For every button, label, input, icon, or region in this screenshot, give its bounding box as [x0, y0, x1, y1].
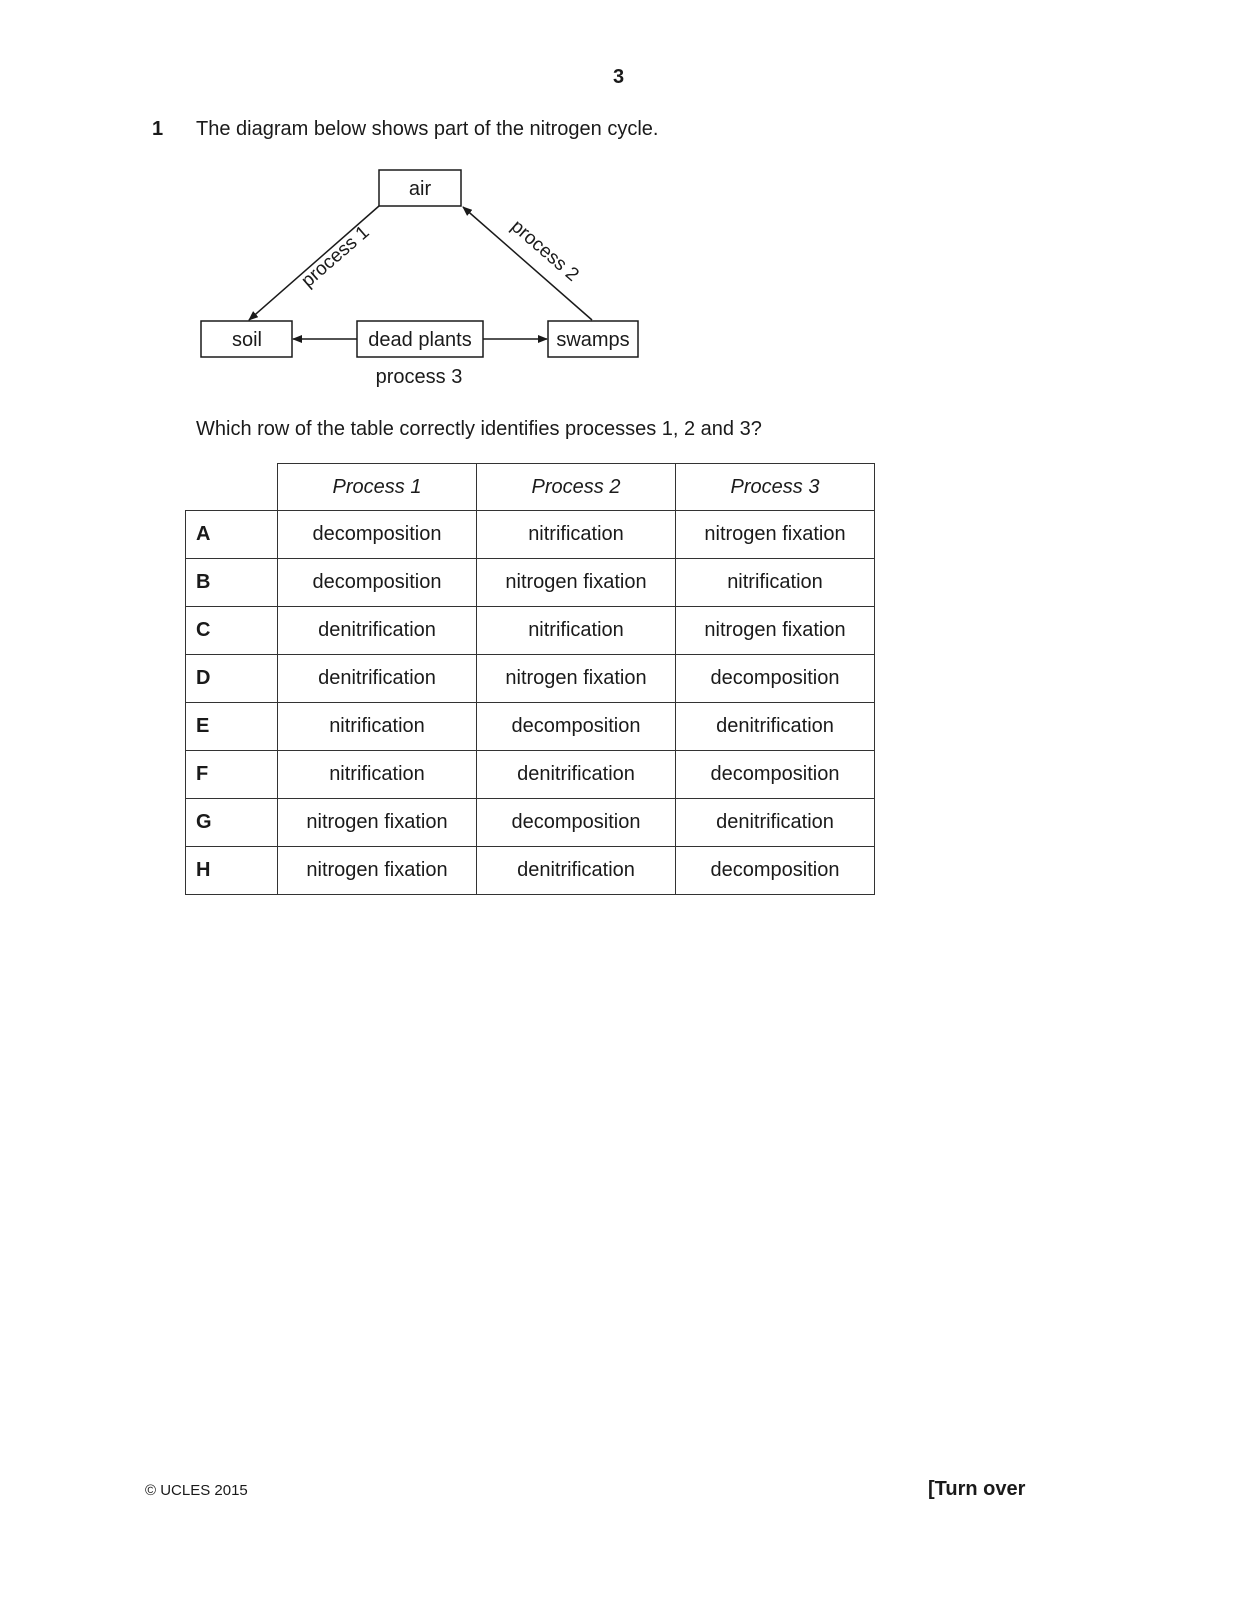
table-cell: nitrification — [477, 607, 676, 655]
nitrogen-cycle-diagram — [180, 160, 660, 405]
table-row — [186, 703, 875, 751]
copyright-notice: © UCLES 2015 — [145, 1482, 248, 1499]
table-cell: nitrogen fixation — [278, 799, 477, 847]
turn-over-notice: [Turn over — [928, 1478, 1026, 1500]
dead-plants-label: dead plants — [368, 329, 472, 351]
table-cell: nitrogen fixation — [477, 559, 676, 607]
table-cell: nitrogen fixation — [278, 847, 477, 895]
header-process-1: Process 1 — [278, 464, 477, 511]
table-cell: decomposition — [278, 559, 477, 607]
table-cell: denitrification — [477, 847, 676, 895]
question-number: 1 — [152, 118, 164, 140]
header-blank-cell — [186, 464, 278, 511]
table-cell: nitrogen fixation — [477, 655, 676, 703]
table-cell: nitrogen fixation — [676, 607, 875, 655]
row-letter: H — [186, 847, 278, 895]
soil-box — [201, 321, 292, 357]
table-cell: decomposition — [477, 703, 676, 751]
table-cell: denitrification — [278, 607, 477, 655]
table-cell: decomposition — [477, 799, 676, 847]
air-label: air — [408, 178, 432, 200]
row-letter: F — [186, 751, 278, 799]
table-row — [186, 847, 875, 895]
table-cell: nitrification — [676, 559, 875, 607]
row-letter: A — [186, 511, 278, 559]
swamps-label: swamps — [556, 329, 630, 351]
table-cell: decomposition — [676, 847, 875, 895]
table-row — [186, 655, 875, 703]
header-process-3: Process 3 — [676, 464, 875, 511]
header-process-2: Process 2 — [477, 464, 676, 511]
row-letter: E — [186, 703, 278, 751]
table-row — [186, 607, 875, 655]
air-box — [379, 170, 461, 206]
row-letter: B — [186, 559, 278, 607]
page-number: 3 — [612, 66, 625, 88]
question-prompt: Which row of the table correctly identifies processes 1, 2 and 3? — [196, 418, 762, 440]
table-cell: denitrification — [676, 799, 875, 847]
table-cell: decomposition — [278, 511, 477, 559]
table-row — [186, 559, 875, 607]
answer-table — [185, 463, 875, 895]
table-cell: decomposition — [676, 655, 875, 703]
table-header-row — [186, 464, 875, 511]
row-letter: D — [186, 655, 278, 703]
table-cell: nitrification — [278, 751, 477, 799]
row-letter: C — [186, 607, 278, 655]
soil-label: soil — [231, 329, 263, 351]
process1-label: process 1 — [297, 221, 374, 292]
dead-plants-box — [357, 321, 483, 357]
table-row — [186, 799, 875, 847]
table-cell: nitrification — [278, 703, 477, 751]
table-row — [186, 511, 875, 559]
table-cell: nitrification — [477, 511, 676, 559]
table-cell: nitrogen fixation — [676, 511, 875, 559]
table-row — [186, 751, 875, 799]
table-cell: denitrification — [477, 751, 676, 799]
question-text: The diagram below shows part of the nitrogen cycle. — [196, 118, 659, 140]
table-cell: denitrification — [676, 703, 875, 751]
process2-label: process 2 — [506, 215, 583, 286]
table-cell: decomposition — [676, 751, 875, 799]
table-cell: denitrification — [278, 655, 477, 703]
swamps-box — [548, 321, 638, 357]
diagram-svg — [180, 160, 660, 400]
process3-label: process 3 — [375, 366, 463, 388]
row-letter: G — [186, 799, 278, 847]
